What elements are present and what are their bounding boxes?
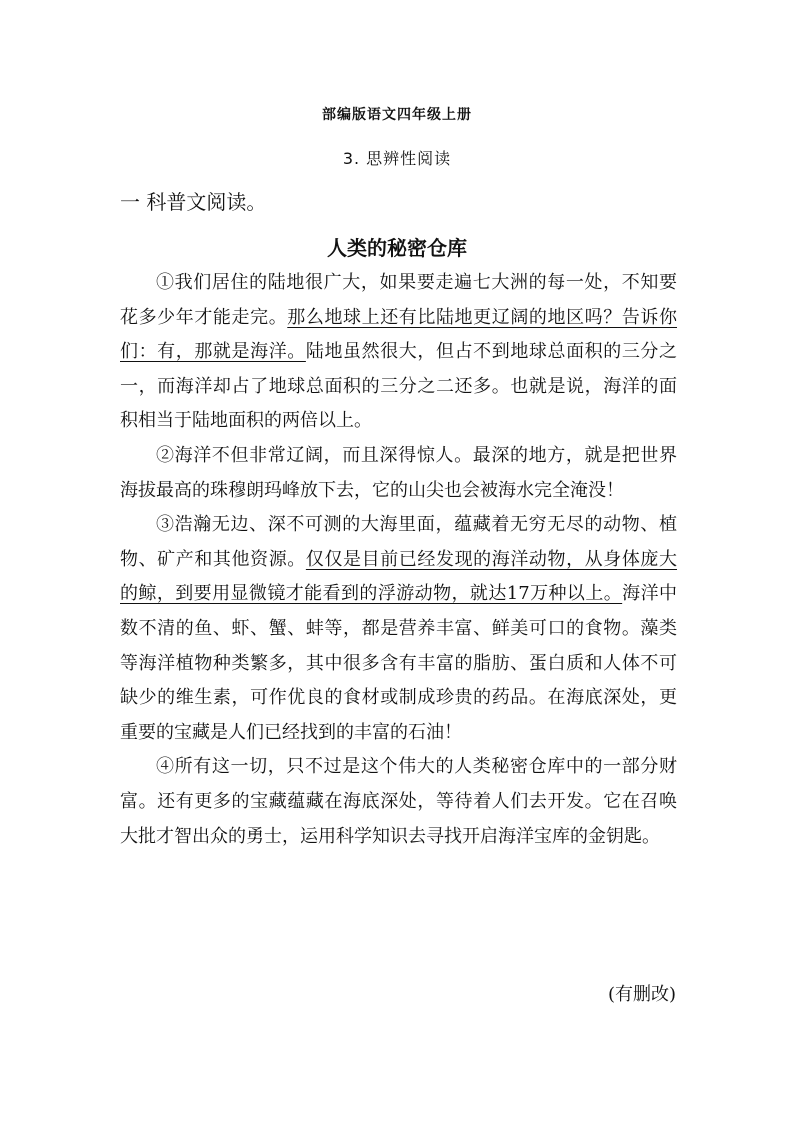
underlined-sentence-1: 那么地球上还有比陆地更辽阔的地区吗？告诉你们：有，那就是海洋。 bbox=[120, 306, 678, 363]
paragraph-3 bbox=[120, 508, 677, 750]
paragraph-3-text-c: 海洋中数不清的鱼、虾、蟹、蚌等，都是营养丰富、鲜美可口的食物。藻类等海洋植物种类繁多，其中很多含有丰富的脂肪、蛋白质和人体不可缺少的维生素，可作优良的食材或制成珍贵的药品。在海底深处，更重要的宝藏是人们已经找到的丰富的石油！ bbox=[120, 583, 678, 743]
underlined-sentence-2: 仅仅是目前已经发现的海洋动物，从身体庞大的鲸，到要用显微镜才能看到的浮游动物，就达17万种以上。 bbox=[120, 548, 678, 605]
source-note: (有删改) bbox=[607, 984, 676, 1005]
section-heading: 一 科普文阅读。 bbox=[120, 190, 267, 214]
paragraph-4: ④所有这一切，只不过是这个伟大的人类秘密仓库中的一部分财富。还有更多的宝藏蕴藏在海底深处，等待着人们去开发。它在召唤大批才智出众的勇士，运用科学知识去寻找开启海洋宝库的金钥匙。 bbox=[120, 756, 677, 847]
paragraph-1 bbox=[120, 266, 677, 439]
article-body bbox=[120, 266, 677, 854]
book-title: 部编版语文四年级上册 bbox=[322, 107, 472, 123]
paragraph-1-text-a: ①我们居住的陆地很广大，如果要走遍七大洲的每一处，不知要花多少年才能走完。 bbox=[120, 272, 677, 328]
paragraph-1-text-c: 陆地虽然很大，但占不到地球总面积的三分之一，而海洋却占了地球总面积的三分之二还多。也就是说，海洋的面积相当于陆地面积的两倍以上。 bbox=[120, 341, 678, 432]
paragraph-2: ②海洋不但非常辽阔，而且深得惊人。最深的地方，就是把世界海拔最高的珠穆朗玛峰放下去，它的山尖也会被海水完全淹没！ bbox=[120, 444, 677, 501]
paragraph-3-text-a: ③浩瀚无边、深不可测的大海里面，蕴藏着无穷无尽的动物、植物、矿产和其他资源。 bbox=[120, 514, 677, 570]
unit-title: 3. 思辨性阅读 bbox=[342, 149, 452, 168]
article-title: 人类的秘密仓库 bbox=[327, 236, 467, 260]
